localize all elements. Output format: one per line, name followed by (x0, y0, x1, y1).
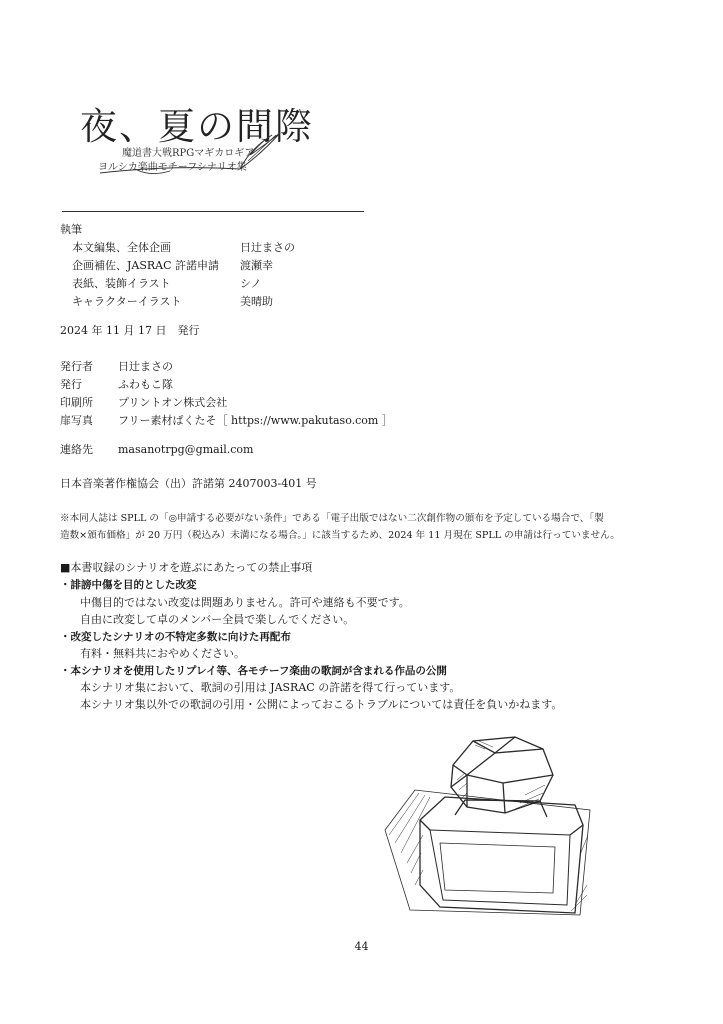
rule-detail: 有料・無料共におやめください。 (80, 647, 245, 660)
publisher-label: 印刷所 (60, 396, 93, 409)
spll-note-line: ※本同人誌は SPLL の「◎申請する必要がない条件」である「電子出版ではない二次創作物の頒布を予定している場合で、「製 (60, 513, 604, 524)
logo-title: 夜、夏の間際 (80, 105, 314, 148)
credit-name: 渡瀬幸 (240, 259, 273, 272)
credits-heading: 執筆 (60, 223, 82, 236)
publisher-label: 発行 (60, 378, 82, 391)
credit-name: 日辻まさの (240, 241, 295, 254)
rule-title: ・誹謗中傷を目的とした改変 (60, 579, 197, 591)
contact-label: 連絡先 (60, 443, 93, 456)
rules-heading: ■本書収録のシナリオを遊ぶにあたっての禁止事項 (60, 561, 313, 574)
rule-title: ・改変したシナリオの不特定多数に向けた再配布 (60, 631, 291, 643)
logo-subtitle-1: 魔道書大戦RPGマギカロギア (122, 148, 255, 159)
publish-date: 2024 年 11 月 17 日 発行 (60, 324, 200, 337)
publisher-value: ふわもこ隊 (118, 378, 173, 391)
credit-role: 本文編集、全体企画 (72, 241, 171, 254)
publisher-value: 日辻まさの (118, 360, 173, 373)
credit-name: シノ (240, 277, 262, 290)
spll-note-line: 造数×頒布価格」が 20 万円（税込み）未満になる場合。」に該当するため、2024 年 11 月現在 SPLL の申請は行っていません。 (60, 530, 620, 541)
publisher-label: 発行者 (60, 360, 93, 373)
rule-title: ・本シナリオを使用したリプレイ等、各モチーフ楽曲の歌詞が含まれる作品の公開 (60, 665, 447, 677)
publisher-value: プリントオン株式会社 (118, 396, 228, 409)
page-number: 44 (354, 940, 369, 953)
credit-role: 企画補佐、JASRAC 許諾申請 (72, 259, 220, 272)
rule-detail: 本シナリオ集以外での歌詞の引用・公開によっておこるトラブルについては責任を負いかねます。 (80, 698, 563, 711)
divider-rule (62, 211, 364, 212)
credit-role: 表紙、装飾イラスト (72, 277, 171, 290)
rule-detail: 本シナリオ集において、歌詞の引用は JASRAC の許諾を得て行っています。 (80, 681, 461, 694)
publisher-label: 扉写真 (60, 414, 93, 427)
rule-detail: 自由に改変して卓のメンバー全員で楽しんでください。 (80, 613, 355, 626)
ink-bottle-illustration (375, 735, 605, 920)
jasrac-permission: 日本音楽著作権協会（出）許諾第 2407003-401 号 (60, 477, 317, 490)
credit-name: 美晴助 (240, 295, 273, 308)
credit-role: キャラクターイラスト (72, 295, 182, 308)
logo-subtitle-2: ヨルシカ楽曲モチーフシナリオ集 (98, 162, 247, 173)
contact-email[interactable]: masanotrpg@gmail.com (118, 443, 254, 456)
photo-credit-link[interactable]: フリー素材ぱくたそ［ https://www.pakutaso.com ］ (118, 414, 393, 427)
rule-detail: 中傷目的ではない改変は問題ありません。許可や連絡も不要です。 (80, 596, 410, 609)
